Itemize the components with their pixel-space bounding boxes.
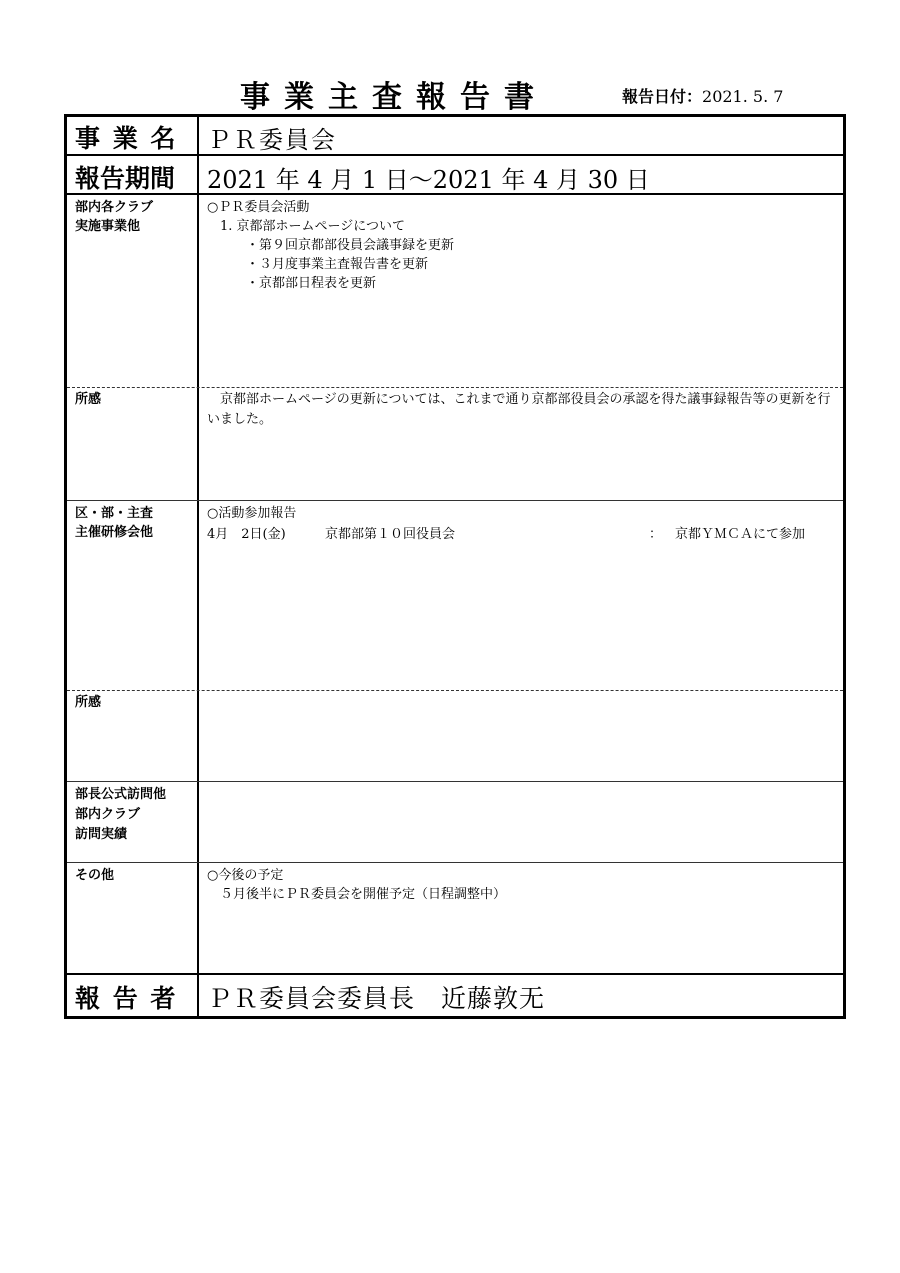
other-content: ○今後の予定 ５月後半にＰＲ委員会を開催予定（日程調整中） [207,868,507,902]
training-row-place: 京都ＹＭＣＡにて参加 [675,527,806,542]
period-value: 2021 年 4 月 1 日～2021 年 4 月 30 日 [207,166,650,194]
report-form [64,114,846,1019]
other-label: その他 [75,868,115,883]
report-date [622,84,783,107]
report-date-label: 報告日付： [622,87,703,106]
project-value: ＰＲ委員会 [207,126,337,154]
training-label: 区・部・主査 主催研修会他 [75,506,154,540]
document-title: 事業主査報告書 [240,80,548,115]
column-divider [197,117,199,1016]
row-divider [67,862,843,863]
training-row-date: 4月 2日(金) [207,527,286,542]
visits-label: 部長公式訪問他 部内クラブ 訪問実績 [75,787,167,842]
impression1-content: 京都部ホームページの更新については、これまで通り京都部役員会の承認を得た議事録報告等の更新を行いました。 [207,392,831,427]
row-divider [67,781,843,782]
report-date-value: 2021. 5. 7 [702,87,784,106]
reporter-value: ＰＲ委員会委員長 近藤敦无 [207,984,546,1013]
row-divider [67,500,843,501]
impression1-label: 所感 [75,392,102,407]
training-heading: ○活動参加報告 [207,506,297,521]
club-activities-content: ○ＰＲ委員会活動 1. 京都部ホームページについて ・第９回京都部役員会議事録を更新 ・３月度事業主査報告書を更新 ・京都部日程表を更新 [207,200,455,291]
row-divider [67,154,843,156]
impression2-label: 所感 [75,695,102,710]
training-row-event: 京都部第１０回役員会 [325,527,456,542]
dashed-divider [67,387,843,388]
period-label: 報告期間 [75,164,176,193]
project-label: 事 業 名 [75,124,178,153]
club-activities-label: 部内各クラブ 実施事業他 [75,200,154,234]
training-row-separator: ： [649,527,663,542]
reporter-label: 報 告 者 [75,984,178,1013]
dashed-divider [67,690,843,691]
row-divider [67,973,843,975]
